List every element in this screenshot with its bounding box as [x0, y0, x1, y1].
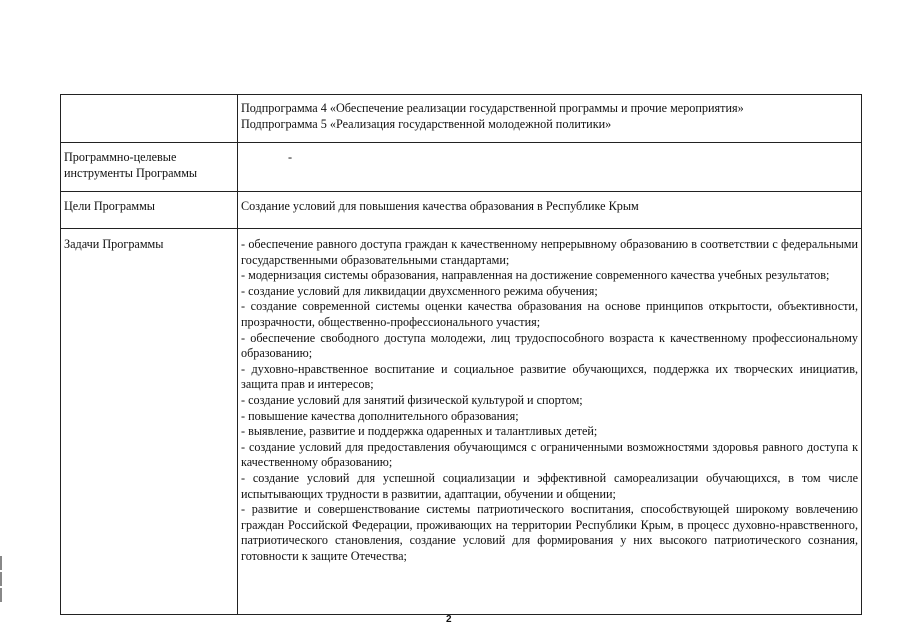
subprogram-5: Подпрограмма 5 «Реализация государственной молодежной политики» — [241, 116, 612, 131]
subprogram-4: Подпрограмма 4 «Обеспечение реализации государственной программы и прочие мероприятия» — [241, 101, 744, 115]
task-item: - повышение качества дополнительного образования; — [241, 408, 519, 423]
task-item: - создание условий для занятий физической культурой и спортом; — [241, 392, 583, 407]
scan-margin-marks — [0, 556, 3, 602]
goals-row — [61, 192, 862, 229]
task-item: - создание современной системы оценки качества образования на основе принципов открытости, объективности, прозрачности, общественно-профессионального участия; — [241, 299, 858, 329]
goals-label: Цели Программы — [61, 192, 238, 229]
tools-label: Программно-целевые инструменты Программы — [61, 143, 238, 192]
task-item: - обеспечение свободного доступа молодежи, лиц трудоспособного возраста к качественному профессиональному образованию; — [241, 330, 858, 361]
task-item: - создание условий для ликвидации двухсменного режима обучения; — [241, 283, 598, 298]
goals-value: Создание условий для повышения качества образования в Республике Крым — [238, 192, 862, 229]
task-item: - развитие и совершенствование системы патриотического воспитания, способствующей широкому вовлечению граждан Российской Федерации, проживающих на территории Республики Крым, в процесс духовно-нравственного, патриотического становления, создание условий для формирования у них высокого патриотического сознания, готовности к защите Отечества; — [241, 502, 858, 563]
task-item: - создание условий для успешной социализации и эффективной самореализации обучающихся, в том числе испытывающих трудности в развитии, адаптации, обучении и общении; — [241, 470, 858, 501]
tasks-value-cell — [238, 229, 862, 615]
subprograms-value-cell — [238, 95, 862, 143]
tasks-label: Задачи Программы — [61, 229, 238, 615]
subprograms-label-cell — [61, 95, 238, 143]
page-number: 2 — [446, 614, 452, 625]
program-passport-table — [60, 94, 862, 615]
task-item: - духовно-нравственное воспитание и социальное развитие обучающихся, поддержка их творческих инициатив, защита прав и интересов; — [241, 361, 858, 392]
subprograms-row — [61, 95, 862, 143]
task-item: - модернизация системы образования, направленная на достижение современного качества учебных результатов; — [241, 268, 830, 283]
task-item: - обеспечение равного доступа граждан к качественному непрерывному образованию в соответствии с федеральными государственными образовательными стандартами; — [241, 237, 858, 267]
task-item: - создание условий для предоставления обучающимся с ограниченными возможностями здоровья равного доступа к качественному образованию; — [241, 439, 858, 470]
task-item: - выявление, развитие и поддержка одаренных и талантливых детей; — [241, 424, 598, 439]
tasks-row — [61, 229, 862, 615]
tools-row — [61, 143, 862, 192]
tools-value: - — [238, 143, 862, 192]
